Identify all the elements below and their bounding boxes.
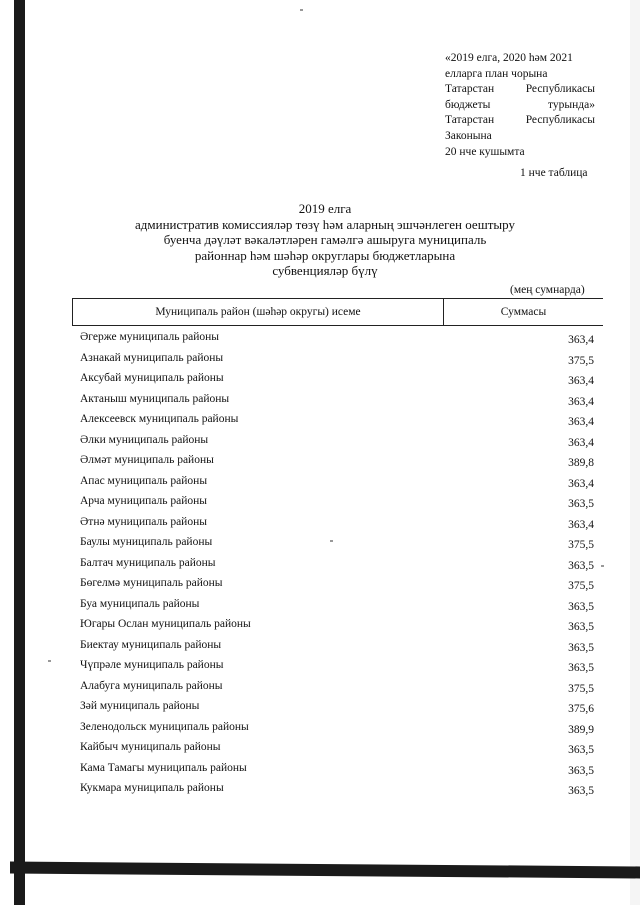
row-name: Зәй муниципаль районы — [80, 700, 200, 712]
row-name: Зеленодольск муниципаль районы — [80, 720, 249, 733]
table-row — [0, 351, 640, 372]
table-row — [0, 781, 640, 802]
header-note — [445, 51, 595, 160]
title-line: субвенцияләр бүлү — [272, 263, 378, 278]
row-value: 389,8 — [568, 457, 594, 469]
units-note: (мең сумнарда) — [510, 284, 585, 296]
header-line: «2019 елга, 2020 һәм 2021 — [445, 52, 573, 64]
table-row — [0, 597, 640, 618]
column-header-sum: Суммасы — [500, 306, 547, 318]
table-row — [0, 494, 640, 515]
table-row — [0, 474, 640, 495]
header-line: 20 нче кушымта — [445, 145, 525, 158]
table-row — [0, 740, 640, 761]
row-value: 375,5 — [568, 682, 594, 695]
header-word: Республикасы — [525, 83, 595, 96]
row-name: Аксубай муниципаль районы — [80, 372, 224, 384]
row-value: 363,5 — [568, 600, 594, 613]
row-value: 375,5 — [568, 354, 594, 367]
row-value: 363,4 — [568, 395, 594, 408]
table-header — [72, 298, 603, 326]
header-line: Законына — [445, 129, 492, 142]
row-name: Әгерже муниципаль районы — [80, 331, 219, 343]
row-name: Биектау муниципаль районы — [80, 638, 222, 651]
column-header-name: Муниципаль район (шәһәр округы) исеме — [73, 299, 444, 325]
table-row — [0, 761, 640, 782]
row-value: 363,5 — [568, 641, 594, 654]
table-row — [0, 658, 640, 679]
scan-speck — [601, 565, 604, 567]
row-name: Бөгелмә муниципаль районы — [80, 577, 223, 589]
row-name: Әтнә муниципаль районы — [80, 515, 207, 528]
header-word: Республикасы — [525, 114, 595, 127]
row-name: Актаныш муниципаль районы — [80, 392, 230, 405]
row-value: 363,4 — [568, 375, 594, 387]
row-name: Кукмара муниципаль районы — [80, 782, 224, 794]
row-name: Балтач муниципаль районы — [80, 556, 216, 569]
scan-speck — [48, 660, 51, 662]
row-name: Буа муниципаль районы — [80, 597, 200, 610]
row-name: Азнакай муниципаль районы — [80, 351, 224, 364]
row-name: Әлмәт муниципаль районы — [80, 454, 214, 466]
table-row — [0, 453, 640, 474]
title-line: буенча дәүләт вәкаләтләрен гамәлгә ашыруга муниципаль — [163, 232, 487, 247]
header-line — [445, 113, 595, 129]
row-name: Югары Ослан муниципаль районы — [80, 618, 251, 630]
table-row — [0, 679, 640, 700]
table-row — [0, 412, 640, 433]
table-row — [0, 433, 640, 454]
row-name: Алабуга муниципаль районы — [80, 679, 223, 692]
table-row — [0, 392, 640, 413]
row-value: 375,5 — [568, 580, 594, 592]
table-row — [0, 330, 640, 351]
row-value: 363,4 — [568, 518, 594, 531]
row-value: 363,5 — [568, 662, 594, 674]
scan-speck — [330, 540, 333, 542]
header-word: Татарстан — [445, 114, 495, 127]
table-row — [0, 576, 640, 597]
table-row — [0, 515, 640, 536]
row-value: 375,6 — [568, 703, 594, 715]
row-value: 363,5 — [568, 744, 594, 756]
row-value: 389,9 — [568, 723, 594, 736]
row-name: Апас муниципаль районы — [80, 474, 208, 487]
row-value: 363,4 — [568, 416, 594, 428]
row-name: Әлки муниципаль районы — [80, 433, 209, 446]
header-line — [445, 82, 595, 98]
header-word: бюджеты — [445, 98, 491, 111]
table-row — [0, 720, 640, 741]
row-value: 363,5 — [568, 621, 594, 633]
row-value: 363,5 — [568, 498, 594, 510]
table-row — [0, 699, 640, 720]
row-value: 363,5 — [568, 785, 594, 797]
row-value: 375,5 — [568, 539, 594, 551]
row-name: Чүпрәле муниципаль районы — [80, 659, 224, 671]
row-name: Кама Тамагы муниципаль районы — [80, 761, 247, 774]
row-value: 363,5 — [568, 764, 594, 777]
title-line: районнар һәм шәһәр округлары бюджетларына — [194, 247, 456, 263]
table-row — [0, 371, 640, 392]
table-row — [0, 617, 640, 638]
row-value: 363,4 — [568, 334, 594, 346]
row-name: Баулы муниципаль районы — [80, 536, 213, 548]
table-body — [0, 330, 640, 802]
header-word: турында» — [548, 98, 595, 111]
header-line — [445, 98, 595, 114]
row-name: Арча муниципаль районы — [80, 495, 208, 507]
row-name: Кайбыч муниципаль районы — [80, 741, 221, 753]
document-title — [120, 201, 530, 279]
row-value: 363,4 — [568, 477, 594, 490]
title-line: административ комиссияләр төзү һәм аларның эшчәнлеген оештыру — [135, 216, 515, 232]
row-value: 363,4 — [568, 436, 594, 449]
table-row — [0, 535, 640, 556]
header-word: Татарстан — [445, 83, 495, 96]
header-line: елларга план чорына — [445, 67, 548, 80]
row-name: Алексеевск муниципаль районы — [80, 413, 239, 425]
table-number: 1 нче таблица — [520, 167, 588, 179]
table-row — [0, 638, 640, 659]
scan-speck — [300, 9, 303, 11]
row-value: 363,5 — [568, 559, 594, 572]
table-row — [0, 556, 640, 577]
title-line: 2019 елга — [298, 201, 352, 216]
